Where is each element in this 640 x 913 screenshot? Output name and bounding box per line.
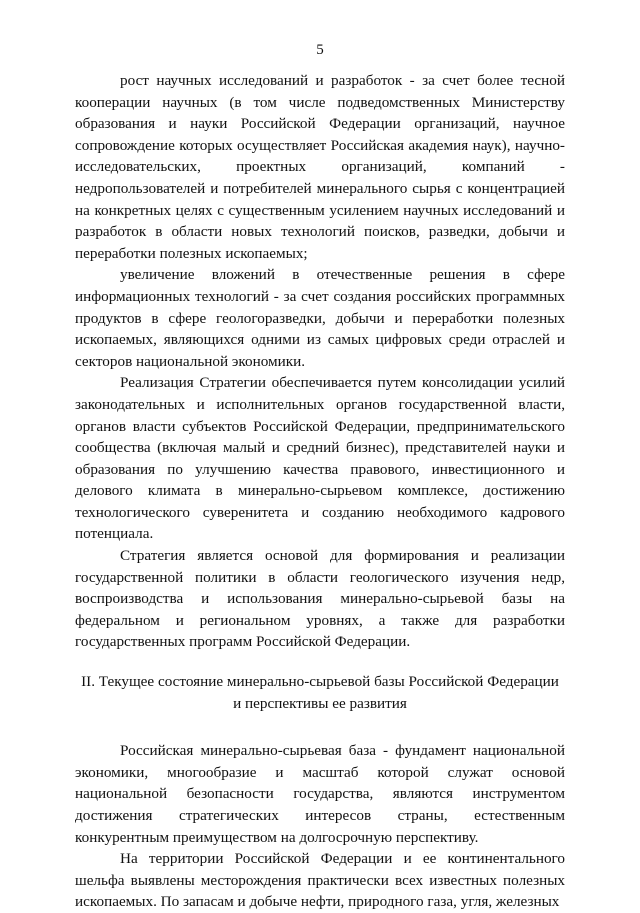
document-body — [75, 70, 565, 913]
paragraph-mineral-base: Российская минерально-сырьевая база - фундамент национальной экономики, многообразие и масштаб которой служат основой национальной безопасности государства, являются инструментом достижения стратегических интересов страны, естественным конкурентным преимуществом на долгосрочную перспективу. — [75, 742, 565, 846]
paragraph-it-investment: увеличение вложений в отечественные решения в сфере информационных технологий - за счет создания российских программных продуктов в сфере геологоразведки, добычи и переработки полезных ископаемых, являющихся одними из самых цифровых среди отраслей и секторов национальной экономики. — [75, 266, 565, 370]
paragraph-research-growth: рост научных исследований и разработок - за счет более тесной кооперации научных (в том числе подведомственных Министерству образования и науки Российской Федерации организаций, научное сопровождение которых осуществляет Российская академия наук), научно-исследовательских, проектных организаций, компаний - недропользователей и потребителей минерального сырья с концентрацией на конкретных целях с существенным усилением научных исследований и разработок в области новых технологий поисков, разведки, добычи и переработки полезных ископаемых; — [75, 72, 565, 262]
section-heading-line-2: и перспективы ее развития — [233, 694, 407, 712]
paragraph-deposits: На территории Российской Федерации и ее континентального шельфа выявлены месторождения практически всех известных полезных ископаемых. По запасам и добыче нефти, природного газа, угля, железных — [75, 850, 565, 911]
page-number: 5 — [316, 42, 324, 58]
section-heading-line-1: II. Текущее состояние минерально-сырьевой базы Российской Федерации — [81, 673, 559, 691]
paragraph-strategy-basis: Стратегия является основой для формирования и реализации государственной политики в области геологического изучения недр, воспроизводства и использования минерально-сырьевой базы на федеральном и региональном уровнях, а также для разработки государственных программ Российской Федерации. — [75, 547, 565, 651]
section-heading — [75, 671, 565, 714]
paragraph-strategy-implementation: Реализация Стратегии обеспечивается путем консолидации усилий законодательных и исполнительных органов государственной власти, органов власти субъектов Российской Федерации, предпринимательского сообщества (включая малый и средний бизнес), представителей науки и образования по улучшению качества правового, инвестиционного и делового климата в минерально-сырьевом комплексе, достижению технологического суверенитета и созданию необходимого кадрового потенциала. — [75, 374, 565, 543]
